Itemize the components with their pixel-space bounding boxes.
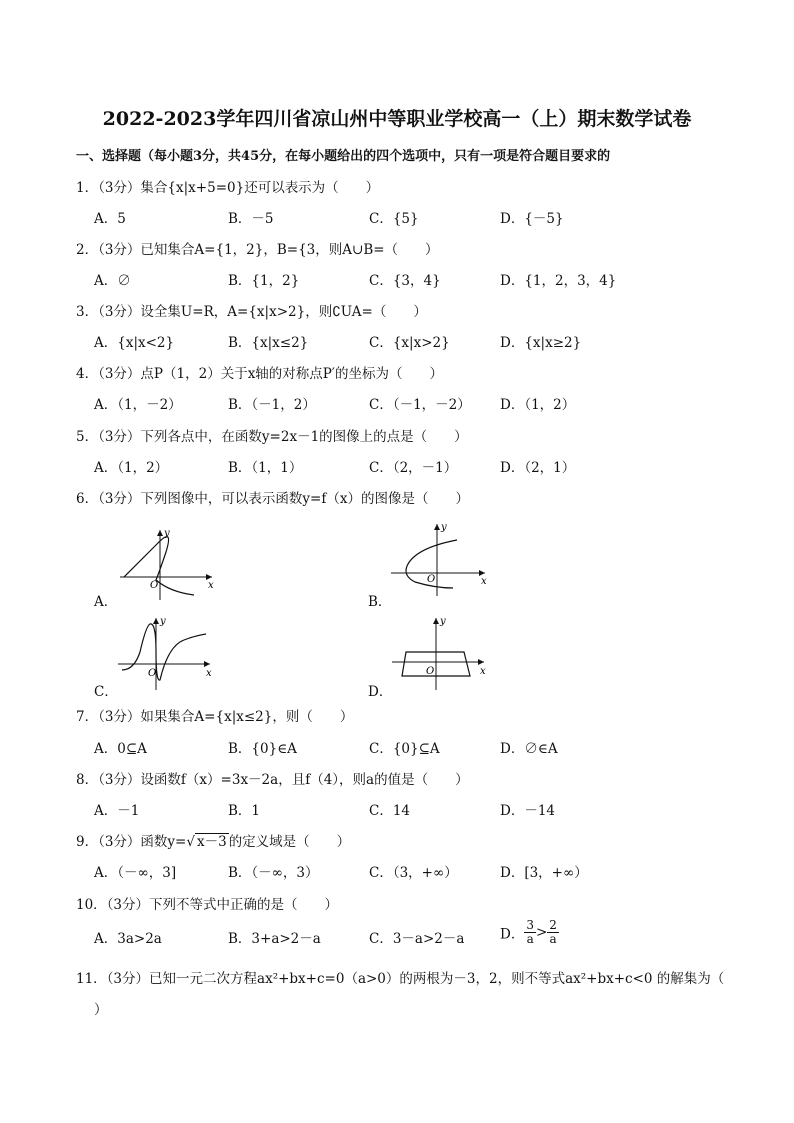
question-number: 8． bbox=[76, 772, 99, 788]
option-c[interactable]: C．14 bbox=[369, 803, 411, 819]
question-number: 1． bbox=[76, 180, 99, 196]
question-number: 7． bbox=[76, 709, 99, 725]
option-d[interactable]: D．（2，1） bbox=[500, 460, 576, 476]
graph-d-label[interactable]: D． bbox=[368, 684, 393, 700]
question-stem: （3分）点P（1，2）关于x轴的对称点P′的坐标为（ ） bbox=[98, 366, 443, 382]
exam-title: 2022-2023学年四川省凉山州中等职业学校高一（上）期末数学试卷 bbox=[102, 108, 692, 130]
option-a[interactable]: A．（－∞，3] bbox=[94, 865, 177, 881]
question-stem: （3分）下列不等式中正确的是（ ） bbox=[106, 897, 339, 913]
option-c[interactable]: C．（2，－1） bbox=[369, 460, 458, 476]
fraction-right bbox=[547, 919, 559, 946]
question-stem-tail: 的定义域是（ ） bbox=[228, 834, 351, 850]
option-c[interactable]: C．{x|x>2} bbox=[369, 335, 450, 351]
option-a[interactable]: A．0⊆A bbox=[94, 741, 147, 757]
option-c[interactable]: C．（3，+∞） bbox=[369, 865, 458, 881]
options-5 bbox=[94, 456, 744, 476]
question-stem: （3分）设函数f（x）=3x－2a，且f（4），则a的值是（ ） bbox=[98, 772, 469, 788]
question-stem: （3分）下列各点中，在函数y=2x－1的图像上的点是（ ） bbox=[98, 429, 468, 445]
graph-b bbox=[385, 518, 495, 598]
option-b[interactable]: B．－5 bbox=[228, 211, 274, 227]
option-d[interactable]: D．{x|x≥2} bbox=[500, 335, 582, 351]
option-d[interactable]: D．{1，2，3，4} bbox=[500, 273, 617, 289]
option-b[interactable]: B．3+a>2－a bbox=[228, 931, 321, 947]
option-c[interactable]: C．{5} bbox=[369, 211, 419, 227]
graph-c-label[interactable]: C． bbox=[94, 684, 118, 700]
option-d[interactable]: D．（1，2） bbox=[500, 397, 576, 413]
question-stem: （3分）已知一元二次方程ax²+bx+c=0（a>0）的两根为－3，2，则不等式ax²+bx+c<0 的解集为（ bbox=[106, 971, 725, 987]
origin-label: O bbox=[150, 580, 159, 591]
option-d[interactable]: D．∅∈A bbox=[500, 741, 558, 757]
option-b[interactable]: B．（－1，2） bbox=[228, 397, 316, 413]
option-d[interactable]: D．－14 bbox=[500, 803, 556, 819]
question-number: 3． bbox=[76, 304, 99, 320]
option-a[interactable]: A．5 bbox=[94, 211, 126, 227]
options-2 bbox=[94, 269, 744, 289]
option-d-letter: D． bbox=[500, 926, 525, 943]
option-a[interactable]: A．（1，－2） bbox=[94, 397, 182, 413]
option-d[interactable] bbox=[500, 919, 559, 946]
x-axis-label: x bbox=[481, 576, 487, 587]
question-8 bbox=[76, 768, 469, 788]
x-axis-label: x bbox=[208, 580, 214, 591]
question-2 bbox=[76, 238, 439, 258]
option-b[interactable]: B．（1，1） bbox=[228, 460, 303, 476]
question-stem: （3分）函数y= bbox=[98, 834, 187, 850]
y-axis-label: y bbox=[164, 528, 170, 539]
sqrt-radicand: x－3 bbox=[196, 834, 227, 850]
x-axis-label: x bbox=[480, 666, 486, 677]
graph-d bbox=[388, 612, 493, 692]
question-number: 11． bbox=[76, 971, 107, 987]
option-d[interactable]: D．{－5} bbox=[500, 211, 564, 227]
question-number: 2． bbox=[76, 242, 99, 258]
option-c[interactable]: C．{0}⊆A bbox=[369, 741, 440, 757]
question-stem: （3分）集合{x|x+5=0}还可以表示为（ ） bbox=[98, 180, 380, 196]
option-b[interactable]: B．1 bbox=[228, 803, 261, 819]
graph-c bbox=[114, 612, 219, 692]
graph-a-label[interactable]: A． bbox=[94, 594, 118, 610]
fraction-left bbox=[524, 919, 536, 946]
question-number: 4． bbox=[76, 366, 99, 382]
inequality-sign: > bbox=[535, 924, 548, 941]
option-c[interactable]: C．{3，4} bbox=[369, 273, 441, 289]
origin-label: O bbox=[426, 666, 435, 677]
question-number: 9． bbox=[76, 834, 99, 850]
options-9 bbox=[94, 861, 744, 881]
numerator: 2 bbox=[549, 918, 557, 932]
question-6 bbox=[76, 487, 469, 507]
question-number: 6． bbox=[76, 491, 99, 507]
origin-label: O bbox=[427, 574, 436, 585]
question-number: 10． bbox=[76, 897, 107, 913]
question-stem: （3分）下列图像中，可以表示函数y=f（x）的图像是（ ） bbox=[98, 491, 469, 507]
option-a[interactable]: A．（1，2） bbox=[94, 460, 169, 476]
graph-a bbox=[112, 522, 222, 602]
y-axis-label: y bbox=[160, 616, 166, 627]
graph-b-label[interactable]: B． bbox=[368, 594, 392, 610]
denominator: a bbox=[526, 932, 534, 946]
option-b[interactable]: B．{0}∈A bbox=[228, 741, 297, 757]
question-stem: （3分）已知集合A={1，2}，B={3，则A∪B=（ ） bbox=[98, 242, 439, 258]
options-10 bbox=[94, 918, 744, 947]
option-b[interactable]: B．{x|x≤2} bbox=[228, 335, 309, 351]
question-10 bbox=[76, 893, 338, 913]
question-9: 9．（3分）函数y=√ x－3 的定义域是（ ） bbox=[76, 834, 351, 850]
y-axis-label: y bbox=[441, 522, 447, 533]
option-a[interactable]: A．－1 bbox=[94, 803, 140, 819]
question-11 bbox=[76, 967, 724, 987]
question-stem: （3分）如果集合A={x|x≤2}，则（ ） bbox=[98, 709, 354, 725]
options-7 bbox=[94, 737, 744, 757]
question-3 bbox=[76, 300, 427, 320]
question-4 bbox=[76, 362, 443, 382]
x-axis-label: x bbox=[206, 668, 212, 679]
question-1 bbox=[76, 176, 379, 196]
question-7 bbox=[76, 705, 353, 725]
options-1 bbox=[94, 207, 744, 227]
option-c[interactable]: C．（－1，－2） bbox=[369, 397, 471, 413]
section-heading: 一、选择题（每小题3分，共45分，在每小题给出的四个选项中，只有一项是符合题目要求的 bbox=[76, 149, 611, 164]
question-number: 5． bbox=[76, 429, 99, 445]
y-axis-label: y bbox=[440, 616, 446, 627]
denominator: a bbox=[549, 932, 557, 946]
question-5 bbox=[76, 425, 468, 445]
options-3 bbox=[94, 331, 744, 351]
option-a[interactable]: A．3a>2a bbox=[94, 931, 162, 947]
option-b[interactable]: B．（－∞，3） bbox=[228, 865, 319, 881]
option-b[interactable]: B．{1，2} bbox=[228, 273, 300, 289]
question-11-continued: ） bbox=[94, 1002, 108, 1018]
origin-label: O bbox=[148, 668, 157, 679]
numerator: 3 bbox=[526, 918, 534, 932]
option-d[interactable]: D．[3，+∞） bbox=[500, 865, 588, 881]
options-4 bbox=[94, 393, 744, 413]
option-a[interactable]: A．∅ bbox=[94, 273, 131, 289]
option-a[interactable]: A．{x|x<2} bbox=[94, 335, 175, 351]
options-8 bbox=[94, 799, 744, 819]
question-stem: （3分）设全集U=R，A={x|x>2}，则∁UA=（ ） bbox=[98, 304, 427, 320]
option-c[interactable]: C．3－a>2－a bbox=[369, 931, 465, 947]
